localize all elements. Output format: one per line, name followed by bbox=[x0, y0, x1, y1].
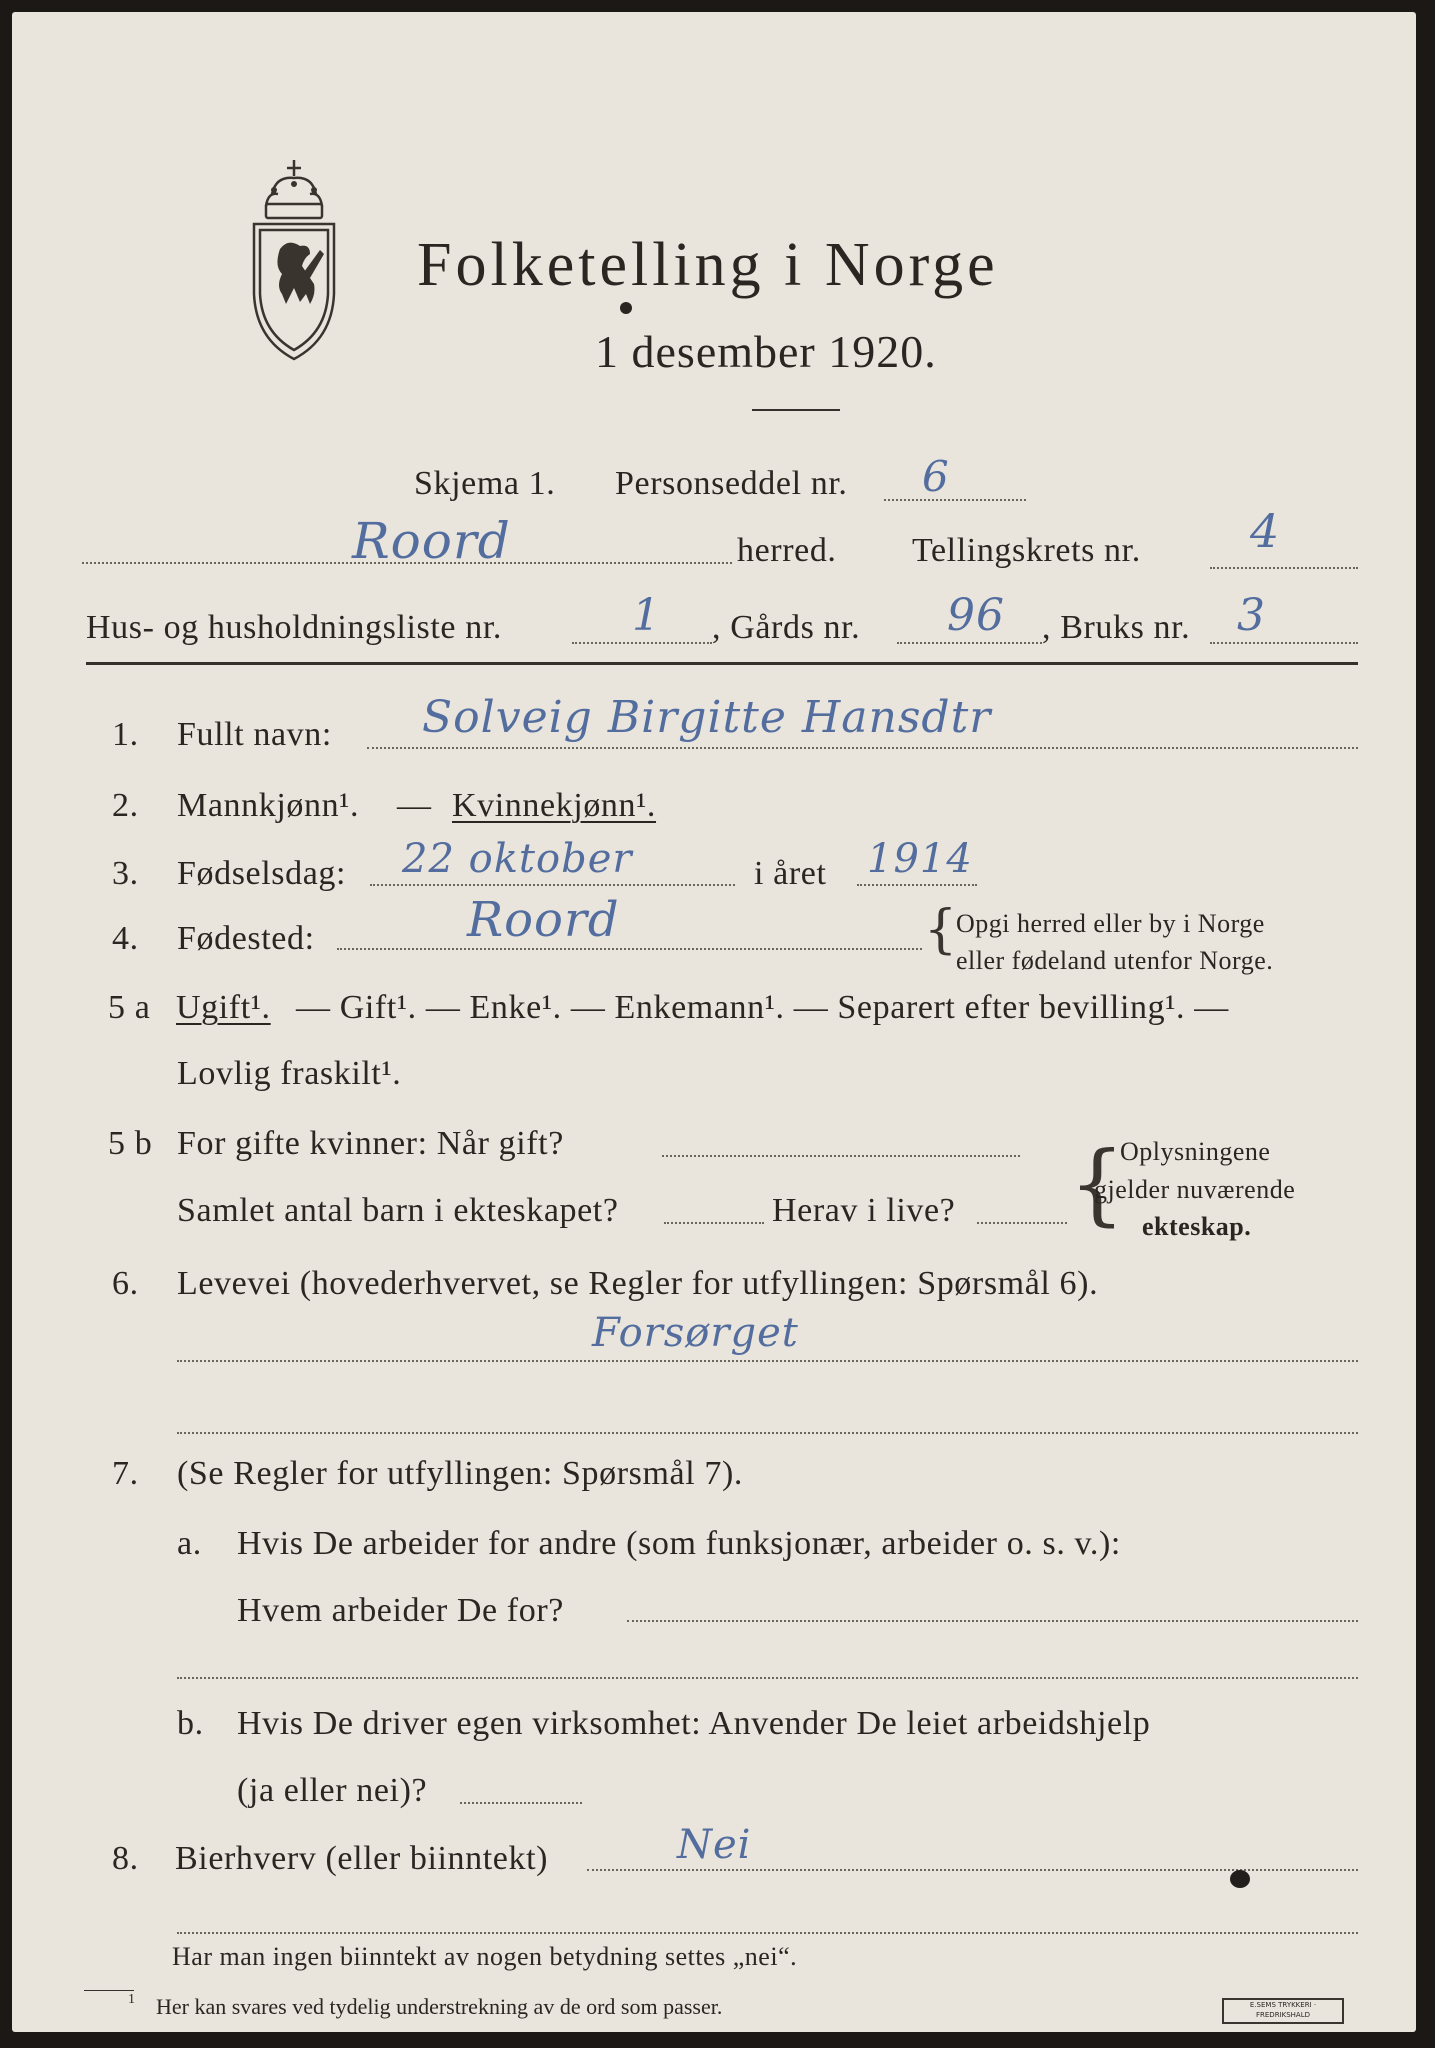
personseddel-label: Personseddel nr. bbox=[615, 465, 848, 502]
q7a-label: Hvis De arbeider for andre (som funksjonær, arbeider o. s. v.): bbox=[237, 1525, 1121, 1562]
footnote-text: Her kan svares ved tydelig understrekning av de ord som passer. bbox=[156, 1994, 723, 2019]
schema-label: Skjema 1. bbox=[414, 465, 556, 502]
q7b-label: Hvis De driver egen virksomhet: Anvender De leiet arbeidshjelp bbox=[237, 1705, 1151, 1742]
q4-note-line2: eller fødeland utenfor Norge. bbox=[956, 946, 1274, 975]
husliste-value: 1 bbox=[632, 590, 661, 641]
form-date: 1 desember 1920. bbox=[595, 326, 937, 377]
q2-number: 2. bbox=[112, 787, 139, 824]
section-rule bbox=[86, 662, 1358, 665]
census-form bbox=[12, 12, 1416, 2032]
q7a-line1 bbox=[627, 1620, 1358, 1622]
q1-label: Fullt navn: bbox=[177, 716, 332, 753]
ink-blot bbox=[1230, 1870, 1250, 1888]
q3-value: 22 oktober bbox=[402, 836, 633, 882]
q8-value: Nei bbox=[677, 1822, 752, 1868]
q7b-number: b. bbox=[177, 1705, 204, 1742]
ink-dot bbox=[620, 302, 632, 314]
q2-separator: — bbox=[397, 787, 432, 824]
q1-value: Solveig Birgitte Hansdtr bbox=[422, 692, 992, 743]
q5b-brace: { bbox=[1069, 1132, 1125, 1235]
q6-value: Forsørget bbox=[592, 1310, 799, 1356]
q4-value: Roord bbox=[467, 892, 620, 948]
q3-label: Fødselsdag: bbox=[177, 855, 347, 892]
q5b-alive-line bbox=[977, 1222, 1067, 1224]
form-title: Folketelling i Norge bbox=[417, 231, 999, 299]
q1-line bbox=[367, 747, 1358, 749]
q3-date-line bbox=[370, 884, 735, 886]
coat-of-arms-icon bbox=[244, 154, 344, 369]
q5b-married-line bbox=[662, 1155, 1020, 1157]
q8-line2 bbox=[177, 1932, 1358, 1934]
husliste-line bbox=[572, 642, 712, 644]
q5b-note-line1: Oplysningene bbox=[1120, 1137, 1271, 1166]
q7-label: (Se Regler for utfyllingen: Spørsmål 7). bbox=[177, 1455, 744, 1492]
q5b-label3: Herav i live? bbox=[772, 1192, 956, 1229]
q8-number: 8. bbox=[112, 1840, 139, 1877]
q3-number: 3. bbox=[112, 855, 139, 892]
q7b-label2: (ja eller nei)? bbox=[237, 1772, 428, 1809]
bruks-value: 3 bbox=[1237, 590, 1266, 641]
footer-note: Har man ingen biinntekt av nogen betydning settes „nei“. bbox=[172, 1942, 798, 1971]
q5a-number: 5 a bbox=[108, 989, 151, 1026]
header-rule bbox=[752, 409, 840, 411]
q3-year-label: i året bbox=[754, 855, 827, 892]
q5a-ugift: Ugift¹. bbox=[176, 989, 271, 1026]
q5b-children-line bbox=[664, 1222, 764, 1224]
q5b-label2: Samlet antal barn i ekteskapet? bbox=[177, 1192, 619, 1229]
bruks-line bbox=[1210, 642, 1358, 644]
q8-label: Bierhverv (eller biinntekt) bbox=[175, 1840, 549, 1877]
q4-label: Fødested: bbox=[177, 920, 315, 957]
tellingskrets-value: 4 bbox=[1250, 504, 1281, 558]
q5b-note-line2: gjelder nuværende bbox=[1094, 1175, 1296, 1204]
q6-line2 bbox=[177, 1432, 1358, 1434]
gards-value: 96 bbox=[947, 590, 1005, 641]
husliste-label: Hus- og husholdningsliste nr. bbox=[86, 609, 502, 646]
footnote-number: 1 bbox=[128, 1992, 135, 2007]
printer-stamp: E.SEMS TRYKKERI · FREDRIKSHALD bbox=[1222, 1998, 1344, 2024]
gards-label: , Gårds nr. bbox=[712, 609, 861, 646]
q5a-line2: Lovlig fraskilt¹. bbox=[177, 1055, 402, 1092]
q6-label: Levevei (hovederhvervet, se Regler for utfyllingen: Spørsmål 6). bbox=[177, 1265, 1099, 1302]
q7b-line bbox=[460, 1802, 582, 1804]
q2-male: Mannkjønn¹. bbox=[177, 787, 360, 824]
gards-line bbox=[897, 642, 1042, 644]
personseddel-line bbox=[884, 499, 1026, 501]
q7a-line2 bbox=[177, 1677, 1358, 1679]
q5b-number: 5 b bbox=[108, 1125, 153, 1162]
q5a-options: — Gift¹. — Enke¹. — Enkemann¹. — Separert efter bevilling¹. — bbox=[296, 989, 1229, 1026]
q4-number: 4. bbox=[112, 920, 139, 957]
q4-note-line1: Opgi herred eller by i Norge bbox=[956, 909, 1265, 938]
q2-female: Kvinnekjønn¹. bbox=[452, 787, 657, 824]
q6-line1 bbox=[177, 1360, 1358, 1362]
footnote-rule bbox=[84, 1990, 134, 1991]
q5b-note-line3: ekteskap. bbox=[1142, 1212, 1252, 1241]
q7-number: 7. bbox=[112, 1455, 139, 1492]
q1-number: 1. bbox=[112, 716, 139, 753]
q7a-number: a. bbox=[177, 1525, 202, 1562]
bruks-label: , Bruks nr. bbox=[1042, 609, 1191, 646]
tellingskrets-label: Tellingskrets nr. bbox=[912, 532, 1141, 569]
q4-line bbox=[337, 948, 922, 950]
q5b-label1: For gifte kvinner: Når gift? bbox=[177, 1125, 564, 1162]
personseddel-value: 6 bbox=[922, 452, 950, 501]
q4-brace: { bbox=[924, 900, 958, 960]
q3-year-line bbox=[857, 884, 977, 886]
tellingskrets-line bbox=[1210, 567, 1358, 569]
q6-number: 6. bbox=[112, 1265, 139, 1302]
q7a-label2: Hvem arbeider De for? bbox=[237, 1592, 564, 1629]
q3-year-value: 1914 bbox=[867, 836, 973, 882]
herred-label: herred. bbox=[737, 532, 837, 569]
herred-value: Roord bbox=[352, 512, 511, 570]
